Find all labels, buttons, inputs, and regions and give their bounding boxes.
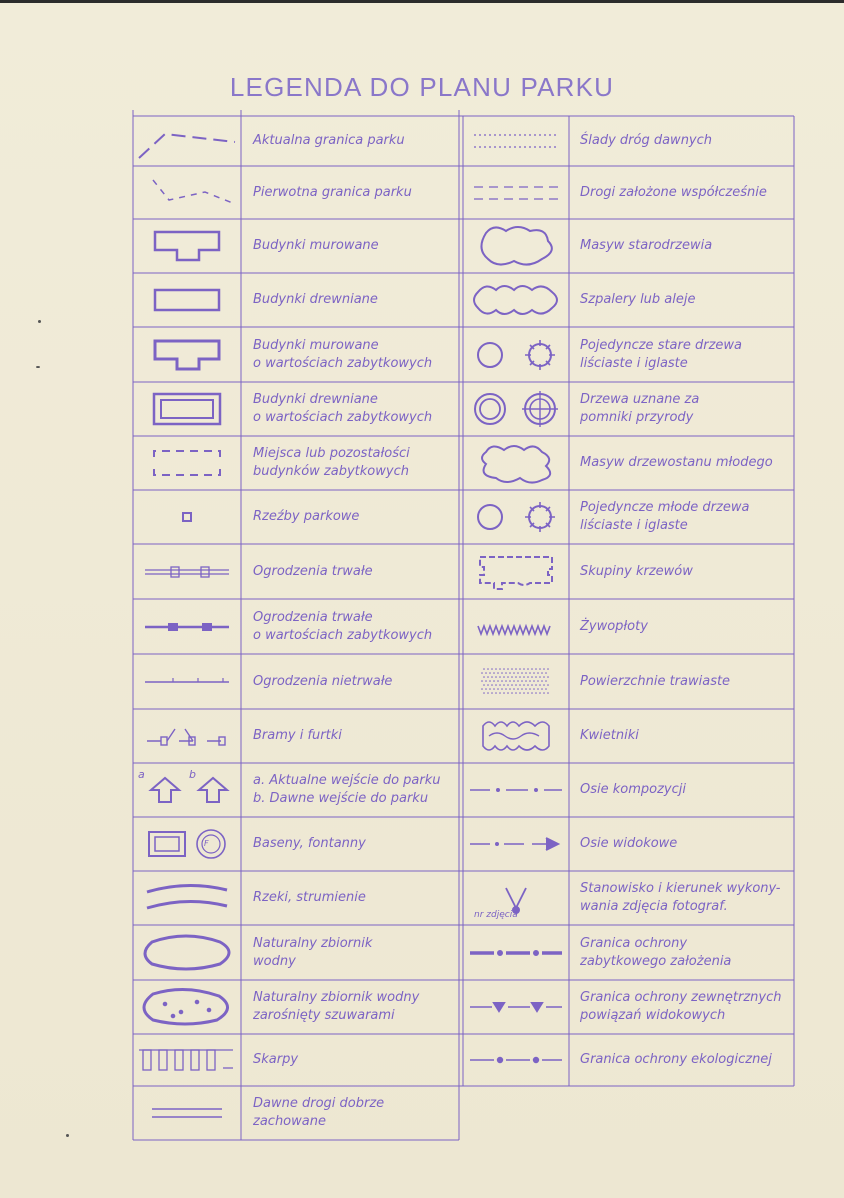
right-legend-label: Granica ochrony zabytkowego założenia bbox=[580, 935, 732, 969]
flower-bed-icon bbox=[477, 716, 555, 756]
right-legend-label: Żywopłoty bbox=[580, 618, 648, 634]
symbol-mark-text: F bbox=[204, 839, 209, 848]
road-traces-icon bbox=[470, 123, 562, 159]
left-legend-label: Skarpy bbox=[253, 1052, 299, 1067]
right-legend-label: Pojedyncze stare drzewa liściaste i iglaste bbox=[580, 337, 743, 371]
right-legend-label: Masyw drzewostanu młodego bbox=[580, 455, 773, 470]
gate-icon bbox=[145, 721, 229, 751]
symbol-mark-text: nr zdjęcia bbox=[474, 910, 518, 920]
historic-masonry-building-icon bbox=[151, 335, 223, 375]
river-icon bbox=[143, 878, 231, 918]
left-legend-label: Baseny, fontanny bbox=[253, 836, 366, 851]
masonry-building-icon bbox=[151, 226, 223, 266]
symbol-mark-text: a bbox=[138, 768, 145, 781]
entrance-arrows-icon bbox=[139, 772, 235, 808]
building-remains-icon bbox=[150, 443, 224, 483]
left-legend-label: a. Aktualne wejście do parku b. Dawne wejście do parku bbox=[253, 773, 441, 806]
historic-wooden-building-icon bbox=[150, 388, 224, 430]
left-legend-label: Ogrodzenia trwałe bbox=[253, 563, 373, 579]
left-legend-label: Rzeźby parkowe bbox=[253, 509, 360, 524]
young-tree-mass-icon bbox=[476, 440, 556, 486]
old-tree-mass-icon bbox=[476, 223, 556, 269]
left-legend-label: Budynki drewniane o wartościach zabytkowych bbox=[253, 392, 433, 425]
overgrown-pond-icon bbox=[141, 986, 233, 1028]
right-legend-label: Ślady dróg dawnych bbox=[580, 133, 713, 148]
wooden-building-icon bbox=[151, 280, 223, 320]
left-legend-label: Naturalny zbiornik wodny bbox=[253, 935, 373, 969]
single-young-tree-icon bbox=[474, 497, 558, 537]
left-legend-label: Aktualna granica parku bbox=[253, 133, 405, 148]
right-legend-label: Granica ochrony zewnętrznych powiązań widokowych bbox=[580, 990, 782, 1023]
view-protection-line-icon bbox=[466, 987, 566, 1027]
permanent-fence-icon bbox=[143, 556, 231, 588]
lawn-icon bbox=[478, 665, 554, 699]
left-legend-label: Budynki murowane bbox=[253, 238, 379, 253]
hedge-icon bbox=[476, 612, 556, 642]
single-old-tree-icon bbox=[474, 335, 558, 375]
scan-speck bbox=[36, 366, 40, 368]
ecological-protection-line-icon bbox=[466, 1040, 566, 1080]
left-legend-label: Pierwotna granica parku bbox=[253, 184, 412, 200]
modern-road-icon bbox=[470, 175, 562, 211]
right-legend-label: Pojedyncze młode drzewa liściaste i iglaste bbox=[580, 500, 750, 533]
left-legend-label: Naturalny zbiornik wodny zarośnięty szuwarami bbox=[253, 990, 420, 1023]
left-legend-label: Budynki drewniane bbox=[253, 292, 378, 307]
composition-axis-icon bbox=[466, 770, 566, 810]
natural-pond-icon bbox=[142, 932, 232, 974]
legend-title: LEGENDA DO PLANU PARKU bbox=[229, 72, 615, 102]
symbol-mark-text: b bbox=[189, 768, 196, 781]
right-legend-label: Osie kompozycji bbox=[580, 782, 686, 797]
pool-fountain-icon bbox=[145, 824, 229, 864]
heritage-protection-line-icon bbox=[466, 933, 566, 973]
right-legend-label: Kwietniki bbox=[580, 728, 639, 743]
historic-fence-icon bbox=[143, 611, 231, 643]
left-legend-label: Bramy i furtki bbox=[253, 728, 342, 743]
left-legend-label: Dawne drogi dobrze zachowane bbox=[253, 1096, 385, 1129]
scan-speck bbox=[38, 320, 41, 323]
original-boundary-dash-icon bbox=[135, 174, 239, 212]
view-axis-icon bbox=[466, 824, 566, 864]
shrub-group-icon bbox=[474, 551, 558, 593]
sculpture-square-icon bbox=[176, 506, 198, 528]
left-legend-label: Ogrodzenia nietrwałe bbox=[253, 673, 393, 689]
right-legend-label: Granica ochrony ekologicznej bbox=[580, 1052, 772, 1067]
right-legend-label: Stanowisko i kierunek wykony- wania zdjęcia fotograf. bbox=[580, 881, 781, 914]
left-legend-label: Rzeki, strumienie bbox=[253, 890, 366, 905]
left-legend-label: Miejsca lub pozostałości budynków zabytkowych bbox=[253, 446, 410, 479]
monument-tree-icon bbox=[472, 389, 560, 429]
right-legend-label: Drzewa uznane za pomniki przyrody bbox=[580, 392, 700, 425]
right-legend-label: Skupiny krzewów bbox=[580, 563, 693, 579]
current-boundary-dash-icon bbox=[135, 120, 239, 162]
scan-speck bbox=[66, 1134, 69, 1137]
old-road-icon bbox=[146, 1095, 228, 1131]
temporary-fence-icon bbox=[143, 666, 231, 698]
right-legend-label: Masyw starodrzewia bbox=[580, 238, 713, 253]
left-legend-label: Ogrodzenia trwałe o wartościach zabytkowych bbox=[253, 609, 433, 643]
tree-row-icon bbox=[470, 280, 562, 320]
right-legend-label: Powierzchnie trawiaste bbox=[580, 673, 731, 689]
left-legend-label: Budynki murowane o wartościach zabytkowych bbox=[253, 337, 433, 371]
escarpment-icon bbox=[137, 1040, 237, 1080]
right-legend-label: Osie widokowe bbox=[580, 836, 678, 851]
right-legend-label: Szpalery lub aleje bbox=[580, 292, 696, 307]
right-legend-label: Drogi założone współcześnie bbox=[580, 184, 767, 200]
